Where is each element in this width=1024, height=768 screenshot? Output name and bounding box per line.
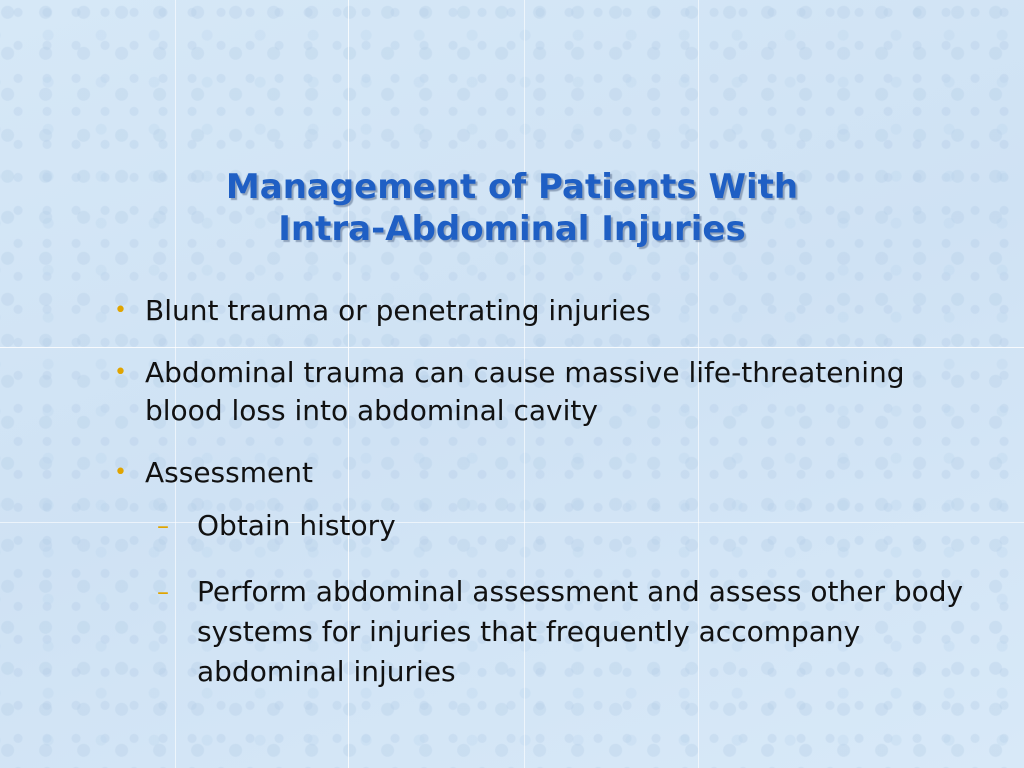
bullet-text: Assessment [145,456,313,489]
sub-bullet-item [145,572,972,692]
sub-bullet-text: Perform abdominal assessment and assess other body systems for injuries that frequently accompany abdominal injuries [197,575,964,688]
dash-marker-icon: – [157,578,169,606]
sub-bullet-item [145,506,972,546]
sub-bullet-text: Obtain history [197,509,396,542]
sub-bullet-list [145,506,972,692]
bullet-item [112,454,972,692]
bullet-marker-icon: • [114,298,127,323]
slide-title-line-1: Management of Patients With [225,167,799,207]
dash-marker-icon: – [157,512,169,540]
bullet-text: Abdominal trauma can cause massive life-threatening blood loss into abdominal cavity [145,356,905,427]
bullet-item [112,354,972,430]
bullet-marker-icon: • [114,360,127,385]
bullet-marker-icon: • [114,460,127,485]
slide-title [0,166,1024,250]
bullet-list [112,292,972,718]
bullet-text: Blunt trauma or penetrating injuries [145,294,651,327]
bullet-item [112,292,972,330]
slide-title-line-2: Intra-Abdominal Injuries [278,209,746,249]
